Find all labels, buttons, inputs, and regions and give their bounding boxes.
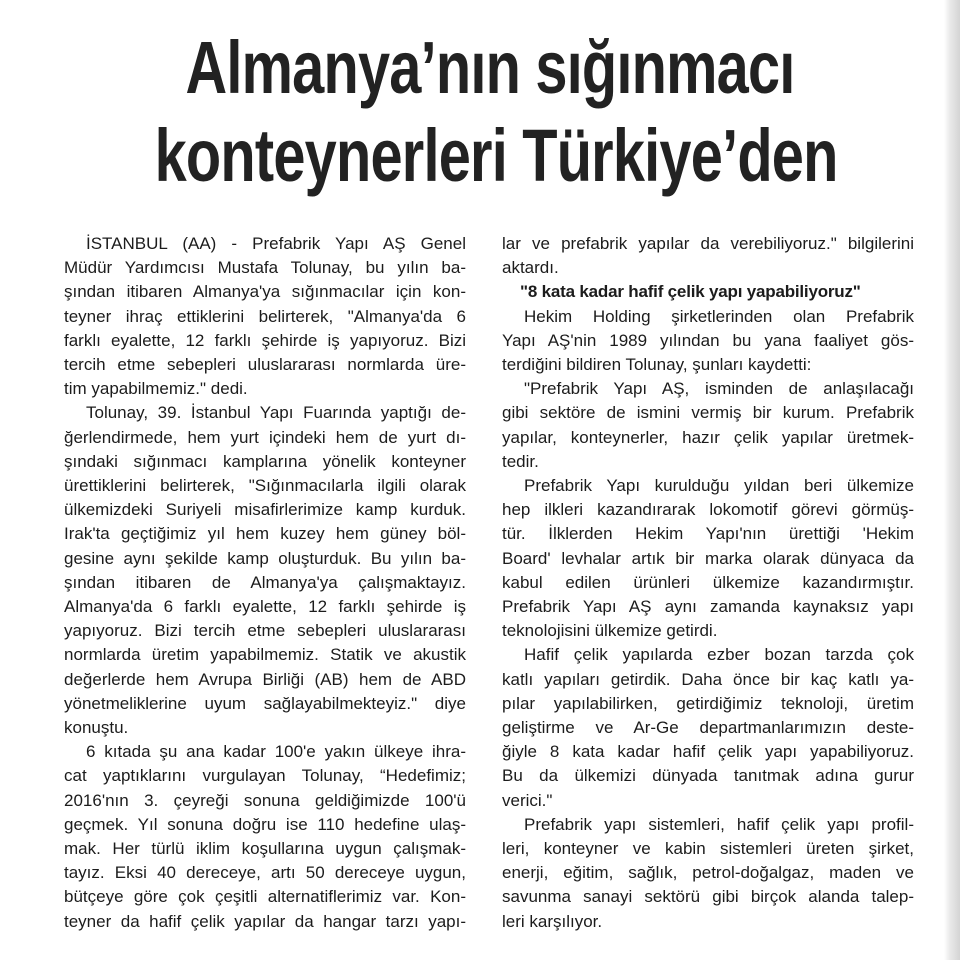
text-line: katlı yapıları getirdik. Daha önce bir kaç katlı ya- xyxy=(502,669,914,689)
text-line: enerji, eğitim, sağlık, petrol-doğalgaz, maden ve xyxy=(502,863,914,883)
text-line: şındaki sığınmacı kamplarına yönelik konteyner xyxy=(64,451,466,471)
text-line: geçmek. Yıl sonuna doğru ise 110 hedefine ulaş- xyxy=(64,814,466,834)
text-line: yapıyoruz. Bizi tercih etme sebepleri uluslararası xyxy=(64,621,466,641)
text-line: Tolunay, 39. İstanbul Yapı Fuarında yaptığı de- xyxy=(86,403,466,423)
text-line: Hafif çelik yapılarda ezber bozan tarzda çok xyxy=(524,645,914,665)
text-line: tür. İlklerden Hekim Yapı'nın ürettiği 'Hekim xyxy=(502,524,914,544)
text-line: Almanya'da 6 farklı eyalette, 12 farklı şehirde iş xyxy=(64,597,466,617)
article-column-left xyxy=(64,232,466,934)
text-line: pılar yapılabilirken, getirdiğimiz teknoloji, üretim xyxy=(502,693,914,713)
text-line: Prefabrik Yapı AŞ aynı zamanda kaynaksız yapı xyxy=(502,597,914,617)
text-line: 6 kıtada şu ana kadar 100'e yakın ülkeye ihra- xyxy=(86,742,466,762)
text-line: cat yaptıklarını vurgulayan Tolunay, “Hedefimiz; xyxy=(64,766,466,786)
text-line: teyner ihraç ettiklerini belirterek, "Almanya'da 6 xyxy=(64,306,466,326)
text-line: leri, konteyner ve kabin sistemleri üreten şirket, xyxy=(502,839,914,859)
text-line: Prefabrik yapı sistemleri, hafif çelik yapı profil- xyxy=(524,814,914,834)
paragraph-4 xyxy=(502,305,914,378)
text-line: mak. Her türlü iklim koşullarına uygun çalışmak- xyxy=(64,839,466,859)
text-line: şından itibaren de Almanya'ya çalışmaktayız. xyxy=(64,572,466,592)
text-line: geliştirme ve Ar-Ge departmanlarımızın deste- xyxy=(502,718,914,738)
text-line: teknolojisini ülkemize getirdi. xyxy=(502,621,718,641)
text-line: tim yapabilmemiz." dedi. xyxy=(64,379,248,399)
text-line: lar ve prefabrik yapılar da verebiliyoruz." bilgilerini xyxy=(502,234,914,253)
text-line: Yapı AŞ'nin 1989 yılından bu yana faaliyet gös- xyxy=(502,330,914,350)
text-line: tayız. Eksi 40 dereceye, artı 50 dereceye uygun, xyxy=(64,863,466,883)
headline-line-2: konteynerleri Türkiye’den xyxy=(154,114,838,197)
text-line: tedir. xyxy=(502,451,539,471)
text-line: Board' levhalar artık bir marka olarak dünyaca da xyxy=(502,548,914,568)
text-line: şından itibaren Almanya'ya sığınmacılar için kon- xyxy=(64,282,466,302)
text-line: hep ilkleri kazandırarak lokomotif görevi görmüş- xyxy=(502,500,914,520)
text-line: ğerlendirmede, hem yurt içindeki hem de yurt dı- xyxy=(64,427,466,447)
paragraph-2 xyxy=(64,401,466,740)
text-line: değerlerde hem Avrupa Birliği (AB) hem de ABD xyxy=(64,669,466,689)
text-line: Bu da ülkemizi dünyada tanıtmak adına gurur xyxy=(502,766,914,786)
paragraph-7 xyxy=(502,643,914,812)
headline-line-1: Almanya’nın sığınmacı xyxy=(185,26,795,109)
text-line: Müdür Yardımcısı Mustafa Tolunay, bu yılın ba- xyxy=(64,258,466,278)
text-line: Irak'ta geçtiğimiz yıl hem kuzey hem güney böl- xyxy=(64,524,466,544)
text-line: kabul edilen ürünleri ülkemize kazandırmıştır. xyxy=(502,572,914,592)
text-line: gibi sektöre de ismini vermiş bir kurum. Prefabrik xyxy=(502,403,914,423)
text-line: "Prefabrik Yapı AŞ, isminden de anlaşılacağı xyxy=(524,379,914,399)
page-edge-shadow xyxy=(944,0,960,960)
text-line: savunma sanayi sektörü gibi birçok alanda talep- xyxy=(502,887,914,907)
text-line: yönetmeliklerine uyum sağlayabilmekteyiz." diye xyxy=(64,693,466,713)
text-line: terdiğini bildiren Tolunay, şunları kaydetti: xyxy=(502,355,812,375)
text-line: İSTANBUL (AA) - Prefabrik Yapı AŞ Genel xyxy=(86,234,466,253)
text-line: gesine aynı şekilde kamp oluşturduk. Bu yılın ba- xyxy=(64,548,466,568)
text-line: aktardı. xyxy=(502,258,559,278)
article-column-right xyxy=(502,232,914,934)
text-line: Prefabrik Yapı kurulduğu yıldan beri ülkemize xyxy=(524,476,914,496)
text-line: yapılar, konteynerler, hazır çelik yapılar üretmek- xyxy=(502,427,914,447)
section-subheading: "8 kata kadar hafif çelik yapı yapabiliyoruz" xyxy=(520,282,861,302)
text-line: leri karşılıyor. xyxy=(502,911,603,931)
text-line: farklı eyalette, 12 farklı şehirde iş yapıyoruz. Bizi xyxy=(64,330,466,350)
text-line: ğiyle 8 kata kadar hafif çelik yapı yapabiliyoruz. xyxy=(502,742,914,762)
paragraph-8 xyxy=(502,813,914,934)
text-line: ürettiklerini belirterek, "Sığınmacılarla ilgili olarak xyxy=(64,476,466,496)
text-line: verici." xyxy=(502,790,553,810)
paragraph-5 xyxy=(502,377,914,474)
text-line: tercih etme sebepleri uluslararası normlarda üre- xyxy=(64,355,466,375)
text-line: konuştu. xyxy=(64,718,129,738)
text-line: normlarda üretim yapabilmemiz. Statik ve akustik xyxy=(64,645,466,665)
paragraph-1 xyxy=(64,232,466,401)
paragraph-continued xyxy=(502,232,914,280)
text-line: teyner da hafif çelik yapılar da hangar tarzı yapı- xyxy=(64,911,466,931)
text-line: ülkemizdeki Suriyeli misafirlerimize kamp kurduk. xyxy=(64,500,466,520)
paragraph-3 xyxy=(64,740,466,934)
text-line: 2016'nın 3. çeyreği sonuna geldiğimizde 100'ü xyxy=(64,790,466,810)
headline xyxy=(154,24,838,200)
text-line: Hekim Holding şirketlerinden olan Prefabrik xyxy=(524,306,914,326)
text-line: bütçeye göre çok çeşitli alternatiflerimiz var. Kon- xyxy=(64,887,466,907)
paragraph-6 xyxy=(502,474,914,643)
